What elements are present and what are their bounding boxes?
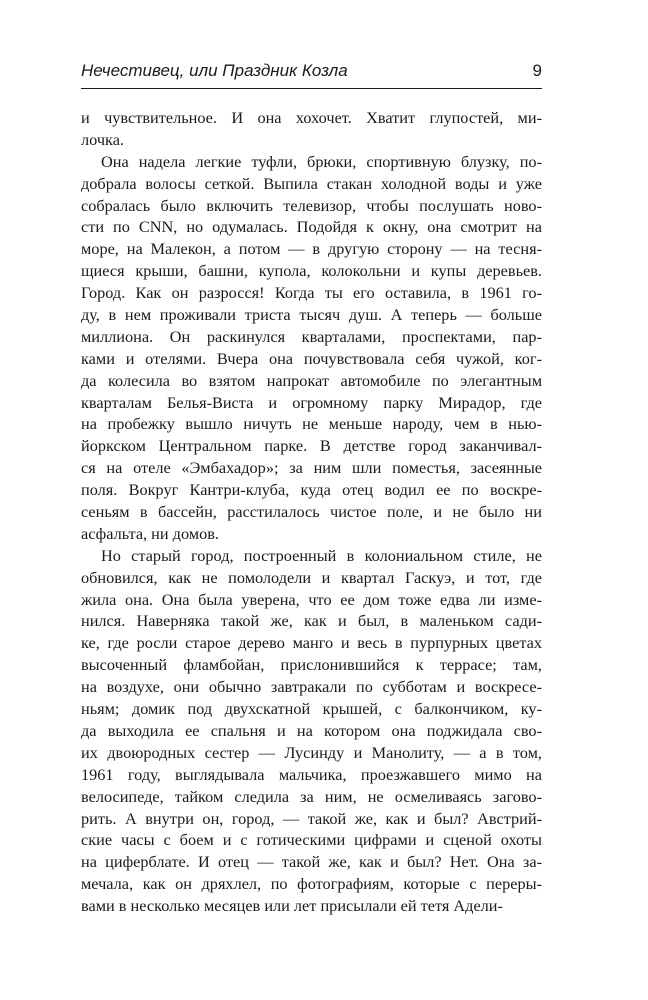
text-line: ские часы с боем и с готическими цифрами и сценой охоты: [81, 830, 542, 850]
text-line: щиеся крыши, башни, купола, колокольни и купы деревьев.: [81, 261, 542, 281]
text-line: Но старый город, построенный в колониальном стиле, не: [101, 545, 542, 565]
text-line: вами в несколько месяцев или лет присылали ей тетя Адели-: [81, 896, 503, 916]
text-line: велосипеде, тайком следила за ним, не осмеливаясь загово-: [81, 786, 542, 806]
text-line: добрала волосы сеткой. Выпила стакан холодной воды и уже: [81, 173, 542, 193]
paragraph: [81, 545, 542, 917]
text-line: поля. Вокруг Кантри-клуба, куда отец водил ее по воскре-: [81, 480, 542, 500]
text-line: асфальта, ни домов.: [81, 523, 219, 543]
text-line: собралась было включить телевизор, чтобы послушать ново-: [81, 195, 542, 215]
paragraph: [81, 107, 542, 151]
text-line: ду, в нем проживали триста тысяч душ. А теперь — больше: [81, 305, 542, 325]
text-line: море, на Малекон, а потом — в другую сторону — на тесня-: [81, 239, 542, 259]
text-line: мечала, как он дряхлел, по фотографиям, которые с переры-: [81, 874, 542, 894]
page-number: 9: [532, 61, 542, 80]
text-line: ньям; домик под двухскатной крышей, с балкончиком, ку-: [81, 699, 542, 719]
body-text: [81, 107, 542, 917]
text-line: лочка.: [81, 129, 124, 149]
running-title: Нечестивец, или Праздник Козла: [81, 61, 348, 80]
text-line: кварталам Белья-Виста и огромному парку Мирадор, где: [81, 392, 542, 412]
text-line: Она надела легкие туфли, брюки, спортивную блузку, по-: [101, 151, 542, 171]
text-line: сеньям в бассейн, расстилалось чистое поле, и не было ни: [81, 502, 542, 522]
text-line: Город. Как он разросся! Когда ты его оставила, в 1961 го-: [81, 283, 542, 303]
text-line: и чувствительное. И она хохочет. Хватит глупостей, ми-: [81, 108, 542, 127]
text-line: на циферблате. И отец — такой же, как и был? Нет. Она за-: [81, 852, 542, 872]
text-line: высоченный фламбойан, прислонившийся к террасе; там,: [81, 655, 542, 675]
text-line: на пробежку вышло ничуть не меньше народу, чем в нью-: [81, 414, 542, 434]
paragraph: [81, 151, 542, 545]
text-line: 1961 году, выглядывала мальчика, проезжавшего мимо на: [81, 764, 542, 784]
text-line: да выходила ее спальня и на котором она поджидала сво-: [81, 720, 542, 740]
text-line: ке, где росли старое дерево манго и весь в пурпурных цветах: [81, 633, 542, 653]
text-line: да колесила во взятом напрокат автомобиле по элегантным: [81, 370, 542, 390]
text-line: сти по CNN, но одумалась. Подойдя к окну, она смотрит на: [81, 217, 542, 237]
text-line: на воздухе, они обычно завтракали по субботам и воскресе-: [81, 677, 542, 697]
text-line: их двоюродных сестер — Лусинду и Манолиту, — а в том,: [81, 742, 542, 762]
text-line: ся на отеле «Эмбахадор»; за ним шли поместья, засеянные: [81, 458, 542, 478]
book-page: [81, 58, 542, 917]
text-line: жила она. Она была уверена, что ее дом тоже едва ли изме-: [81, 589, 542, 609]
text-line: нился. Наверняка такой же, как и был, в маленьком сади-: [81, 611, 542, 631]
text-line: рить. А внутри он, город, — такой же, как и был? Австрий-: [81, 808, 542, 828]
text-line: миллиона. Он раскинулся кварталами, проспектами, пар-: [81, 326, 542, 346]
running-head: [81, 58, 542, 89]
text-line: ками и отелями. Вчера она почувствовала себя чужой, ког-: [81, 348, 542, 368]
text-line: обновился, как не помолодели и квартал Гаскуэ, и тот, где: [81, 567, 542, 587]
text-line: йоркском Центральном парке. В детстве город заканчивал-: [81, 436, 542, 456]
